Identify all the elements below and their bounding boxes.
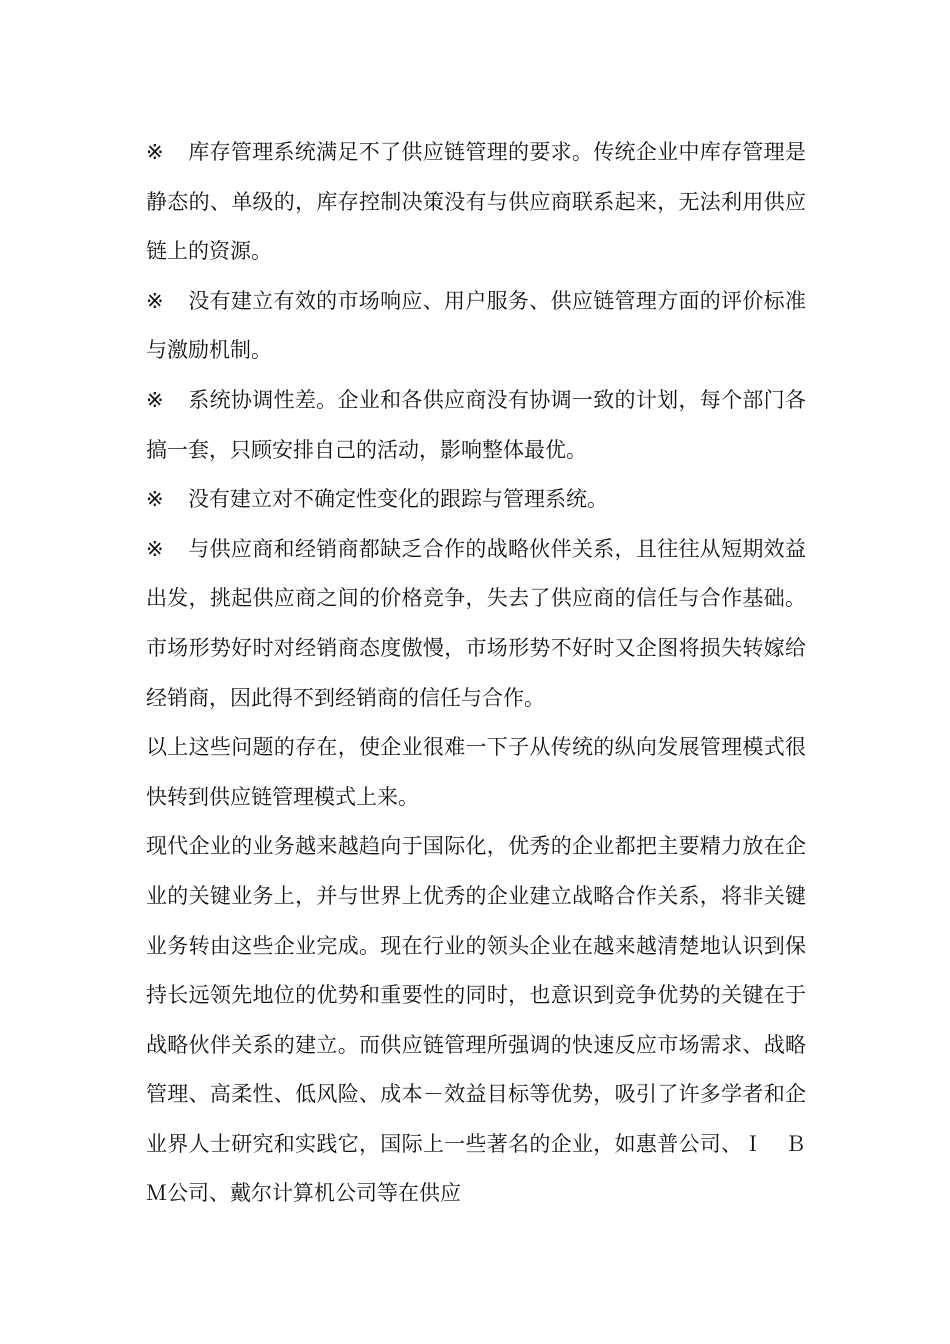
bullet-item-3	[146, 376, 806, 475]
reference-mark-icon: ※	[146, 387, 164, 412]
bullet-item-2	[146, 277, 806, 376]
bullet-text: 没有建立对不确定性变化的跟踪与管理系统。	[188, 487, 608, 512]
bullet-text: 没有建立有效的市场响应、用户服务、供应链管理方面的评价标准与激励机制。	[146, 288, 806, 363]
body-paragraph-2: 现代企业的业务越来越趋向于国际化，优秀的企业都把主要精力放在企业的关键业务上，并与世界上优秀的企业建立战略合作关系，将非关键业务转由这些企业完成。现在行业的领头企业在越来越清楚地认识到保持长远领先地位的优势和重要性的同时，也意识到竞争优势的关键在于战略伙伴关系的建立。而供应链管理所强调的快速反应市场需求、战略管理、高柔性、低风险、成本－效益目标等优势，吸引了许多学者和企业界人士研究和实践它，国际上一些著名的企业，如惠普公司、Ｉ Ｂ Ｍ公司、戴尔计算机公司等在供应	[146, 834, 827, 1206]
reference-mark-icon: ※	[146, 140, 164, 164]
bullet-text: 与供应商和经销商都缺乏合作的战略伙伴关系，且往往从短期效益出发，挑起供应商之间的价格竞争，失去了供应商的信任与合作基础。市场形势好时对经销商态度傲慢，市场形势不好时又企图将损失转嫁给经销商，因此得不到经销商的信任与合作。	[146, 536, 806, 710]
reference-mark-icon: ※	[146, 536, 164, 561]
bullet-text: 库存管理系统满足不了供应链管理的要求。传统企业中库存管理是静态的、单级的，库存控制决策没有与供应商联系起来，无法利用供应链上的资源。	[146, 140, 806, 264]
bullet-item-4	[146, 475, 806, 525]
bullet-text: 系统协调性差。企业和各供应商没有协调一致的计划，每个部门各搞一套，只顾安排自己的活动，影响整体最优。	[146, 387, 806, 462]
bullet-item-1	[146, 128, 806, 277]
bullet-item-5	[146, 525, 806, 723]
reference-mark-icon: ※	[146, 288, 164, 313]
reference-mark-icon: ※	[146, 487, 164, 512]
document-body	[146, 128, 827, 1219]
body-paragraph-1: 以上这些问题的存在，使企业很难一下子从传统的纵向发展管理模式很快转到供应链管理模式上来。	[146, 735, 806, 809]
